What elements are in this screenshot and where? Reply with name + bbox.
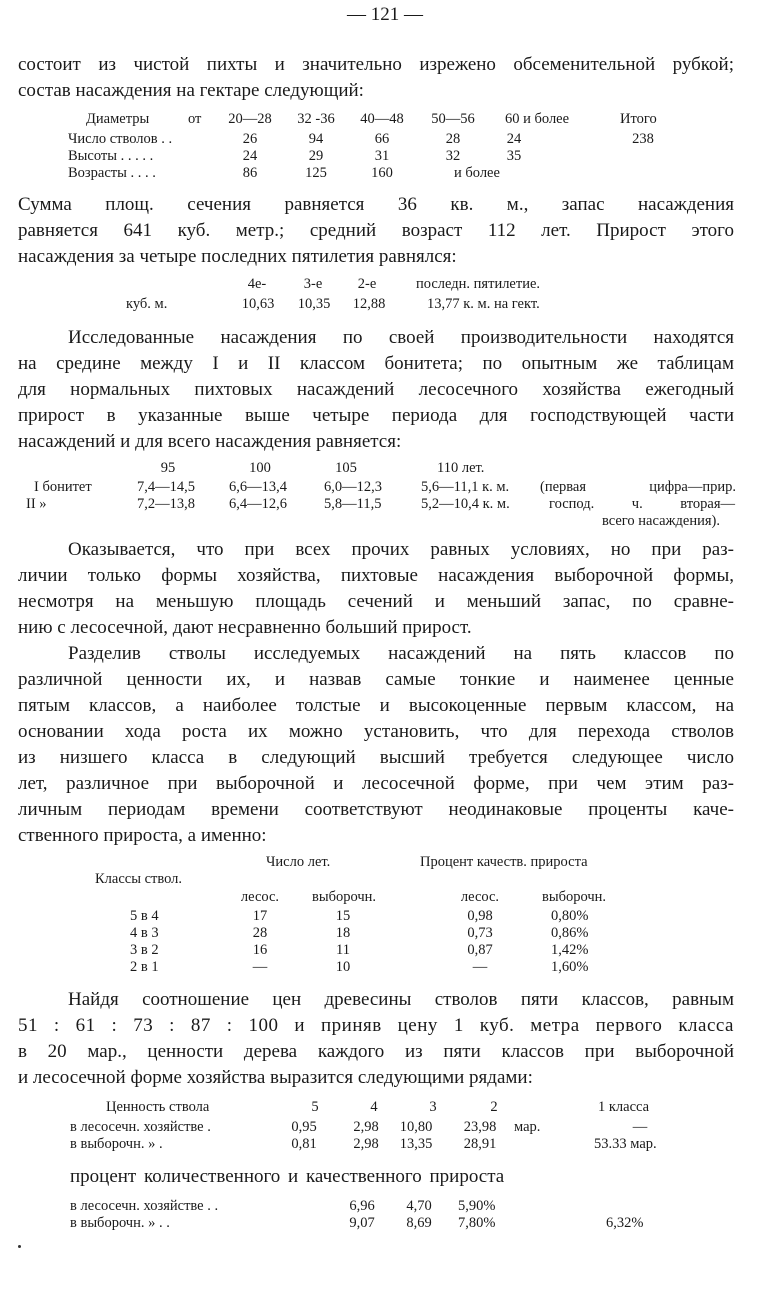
table-header-cell: 60 и более	[505, 111, 570, 127]
table-header-cell: 3-е	[303, 276, 323, 292]
table-header-cell: Классы ствол.	[95, 871, 183, 887]
table-header-cell: Диаметры	[86, 111, 150, 127]
table-header-cell: последн. пятилетие.	[416, 276, 541, 292]
table-cell: 0,73	[467, 925, 493, 941]
table-cell: 7,2—13,8	[137, 496, 195, 512]
table-cell: 5,2—10,4 к. м.	[421, 496, 510, 512]
table-cell: 2,98	[353, 1136, 379, 1152]
table-cell: 7,80%	[458, 1215, 496, 1231]
table-group-header: Число лет.	[266, 854, 331, 870]
table-header-cell: 1 класса	[598, 1099, 650, 1115]
text-line: прирост в указанные выше четыре периода для господствующей части	[18, 405, 734, 426]
table-cell: 6,6—13,4	[229, 479, 287, 495]
text-line: личным периодам времени соответствуют неодинаковые проценты каче-	[18, 799, 734, 820]
increment-table	[0, 276, 770, 316]
table-cell: 11	[336, 942, 350, 958]
table-cell: 6,4—12,6	[229, 496, 287, 512]
table-row-label: куб. м.	[126, 296, 168, 312]
paragraph-4	[18, 537, 734, 641]
table-row-label: в лесосечн. хозяйстве . .	[70, 1198, 219, 1214]
table-row-label: Число стволов . .	[68, 131, 173, 147]
table-header-cell: 40—48	[360, 111, 404, 127]
text-line: ственного прироста, а именно:	[18, 825, 267, 846]
table-cell: 10	[335, 959, 351, 975]
table-cell: 15	[335, 908, 351, 924]
table-cell: 6,0—12,3	[324, 479, 382, 495]
table-cell: 24	[506, 131, 522, 147]
text-line: нию с лесосечной, дают несравненно больший прирост.	[18, 617, 472, 638]
table-header-cell: 3	[429, 1099, 437, 1115]
text-line: Исследованные насаждения по своей производительности находятся	[68, 327, 734, 348]
table-cell: 26	[242, 131, 258, 147]
table-cell: 10,35	[297, 296, 331, 312]
table-header-cell: выборочн.	[311, 889, 377, 905]
table-cell: 24	[242, 148, 258, 164]
table-cell: 0,80%	[551, 908, 589, 924]
table-cell: 29	[308, 148, 324, 164]
class-increment-table	[0, 854, 770, 980]
text-line: насаждений и для всего насаждения равняется:	[18, 431, 402, 452]
table-header-cell: 2-е	[357, 276, 377, 292]
table-note: всего насаждения).	[602, 513, 720, 529]
table-cell: и более	[454, 165, 500, 181]
table-header-cell: 100	[249, 460, 271, 476]
table-cell: 238	[632, 131, 654, 147]
table-cell: —	[632, 1119, 648, 1135]
table-cell: 125	[305, 165, 327, 181]
table-cell: 0,95	[291, 1119, 317, 1135]
table-cell: 0,81	[291, 1136, 317, 1152]
text-line: Разделив стволы исследуемых насаждений на пять классов по	[68, 643, 734, 664]
table-cell: 53.33 мар.	[594, 1136, 657, 1152]
table-header-cell: 2	[490, 1099, 498, 1115]
text-line: равняется 641 куб. метр.; средний возраст 112 лет. Прирост этого	[18, 220, 734, 241]
table-cell: 13,35	[399, 1136, 433, 1152]
table-cell: 9,07	[349, 1215, 375, 1231]
table-header-cell: лесос.	[460, 889, 500, 905]
table-row-label: I бонитет	[34, 479, 92, 495]
text-line: на средине между I и II классом бонитета; по опытным же таблицам	[18, 353, 734, 374]
table-row-label: 2 в 1	[130, 959, 159, 975]
table-row-label: Высоты . . . . .	[68, 148, 154, 164]
table-cell: 5,6—11,1 к. м.	[421, 479, 510, 495]
table-cell: 10,80	[399, 1119, 433, 1135]
table-cell: 0,86%	[551, 925, 589, 941]
table-row-label: 5 в 4	[130, 908, 159, 924]
text-line: Найдя соотношение цен древесины стволов пяти классов, равным	[68, 989, 734, 1010]
table-header-cell: 95	[160, 460, 176, 476]
table-header-cell: 110 лет.	[437, 460, 485, 476]
table-cell: 66	[374, 131, 390, 147]
table-cell: —	[252, 959, 268, 975]
table-cell: 2,98	[353, 1119, 379, 1135]
text-line: состоит из чистой пихты и значительно изрежено обсеменительной рубкой;	[18, 54, 734, 75]
percent-table	[0, 1198, 770, 1236]
table-cell: —	[472, 959, 488, 975]
table-header-cell: 5	[311, 1099, 319, 1115]
table-header-cell: Ценность ствола	[106, 1099, 210, 1115]
text-line: основании хода роста их можно установить, что для перехода стволов	[18, 721, 734, 742]
table-cell: 12,88	[352, 296, 386, 312]
table-cell: 5,90%	[458, 1198, 496, 1214]
table-cell: 10,63	[241, 296, 275, 312]
table-header-cell: 105	[335, 460, 357, 476]
paragraph-2	[18, 192, 734, 270]
table-row-label: в выборочн. » .	[70, 1136, 163, 1152]
table-cell: 1,42%	[551, 942, 589, 958]
text-line: из низшего класса в следующий высший требуется следующее число	[18, 747, 734, 768]
table-cell: 13,77 к. м. на гект.	[427, 296, 540, 312]
section-subheading: процент количественного и качественного прироста	[70, 1166, 505, 1187]
table-header-cell: 32 -36	[297, 111, 335, 127]
table-row-label: Возрасты . . . .	[68, 165, 156, 181]
table-cell: 5,8—11,5	[324, 496, 382, 512]
table-cell: 86	[242, 165, 258, 181]
table-cell: 18	[335, 925, 351, 941]
table-header-cell: 50—56	[431, 111, 475, 127]
table-header-cell: выборочн.	[541, 889, 607, 905]
text-line: различной ценности их, и назвав самые тонкие и наименее ценные	[18, 669, 734, 690]
table-cell: 8,69	[406, 1215, 432, 1231]
paragraph-5	[18, 641, 734, 849]
table-header-cell: 4е-	[247, 276, 267, 292]
value-table	[0, 1099, 770, 1155]
print-speck	[18, 1245, 21, 1248]
table-cell: 6,32%	[606, 1215, 644, 1231]
text-line: насаждения за четыре последних пятилетия равнялся:	[18, 246, 457, 267]
table-cell: 28	[252, 925, 268, 941]
table-cell: 7,4—14,5	[137, 479, 195, 495]
table-row-label: II »	[26, 496, 47, 512]
table-cell: 4,70	[406, 1198, 432, 1214]
table-cell: 160	[371, 165, 393, 181]
table-group-header: Процент качеств. прироста	[420, 854, 588, 870]
table-cell: 31	[374, 148, 390, 164]
table-cell: 16	[252, 942, 268, 958]
table-cell: 0,98	[467, 908, 493, 924]
table-note: (первая цифра—прир.	[540, 479, 736, 495]
table-row-label: 4 в 3	[130, 925, 159, 941]
table-row-label: в выборочн. » . .	[70, 1215, 170, 1231]
text-line: несмотря на меньшую площадь сечений и меньший запас, по сравне-	[18, 591, 734, 612]
text-line: Сумма площ. сечения равняется 36 кв. м., запас насаждения	[18, 194, 734, 215]
table-cell: 32	[445, 148, 461, 164]
paragraph-3	[18, 325, 734, 455]
table-cell: 35	[506, 148, 522, 164]
table-row-label: в лесосечн. хозяйстве .	[70, 1119, 211, 1135]
text-line: Оказывается, что при всех прочих равных условиях, но при раз-	[68, 539, 734, 560]
table-cell: мар.	[514, 1119, 541, 1135]
table-cell: 6,96	[349, 1198, 375, 1214]
table-cell: 94	[308, 131, 324, 147]
text-line: и лесосечной форме хозяйства выразится следующими рядами:	[18, 1067, 533, 1088]
paragraph-1	[18, 52, 734, 104]
text-line: личии только формы хозяйства, пихтовые насаждения выборочной формы,	[18, 565, 734, 586]
table-header-cell: 4	[370, 1099, 378, 1115]
page-number: — 121 —	[347, 4, 423, 25]
text-line: в 20 мар., ценности дерева каждого из пяти классов при выборочной	[18, 1041, 734, 1062]
text-line: для нормальных пихтовых насаждений лесосечного хозяйства ежегодный	[18, 379, 734, 400]
table-header-cell: 20—28	[228, 111, 272, 127]
table-cell: 17	[252, 908, 268, 924]
text-line: состав насаждения на гектаре следующий:	[18, 80, 364, 101]
table-cell: 1,60%	[551, 959, 589, 975]
table-cell: 0,87	[467, 942, 493, 958]
table-header-cell: от	[188, 111, 202, 127]
diameter-table	[0, 111, 770, 183]
table-cell: 23,98	[463, 1119, 497, 1135]
text-line: лет, различное при выборочной и лесосечной форме, при чем этим раз-	[18, 773, 734, 794]
bonitet-table	[0, 460, 770, 534]
table-header-cell: лесос.	[240, 889, 280, 905]
text-line: 51 : 61 : 73 : 87 : 100 и приняв цену 1 куб. метра первого класса	[18, 1015, 734, 1036]
text-line: пятым классов, а наиболее толстые и высокоценные первым классом, на	[18, 695, 734, 716]
table-cell: 28	[445, 131, 461, 147]
paragraph-6	[18, 987, 734, 1091]
table-note: господ. ч. вторая—	[549, 496, 735, 512]
table-header-cell: Итого	[620, 111, 657, 127]
table-row-label: 3 в 2	[130, 942, 159, 958]
table-cell: 28,91	[463, 1136, 497, 1152]
